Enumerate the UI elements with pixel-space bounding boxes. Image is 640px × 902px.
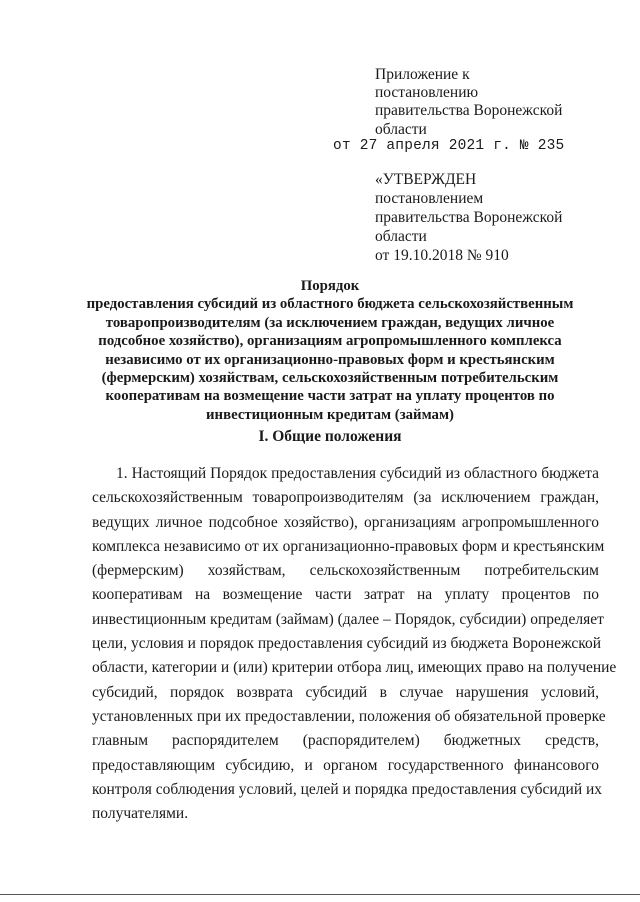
title-line: подсобное хозяйство), организациям агропромышленного комплекса <box>98 333 562 350</box>
approved-line: области <box>375 228 427 245</box>
appendix-line: правительства Воронежской <box>375 102 563 120</box>
paragraph-line: (фермерским) хозяйствам, сельскохозяйственным потребительским <box>92 562 599 580</box>
paragraph-line: области, категории и (или) критерии отбора лиц, имеющих право на получение <box>92 659 617 677</box>
approved-line: «УТВЕРЖДЕН <box>375 171 477 188</box>
title-line: предоставления субсидий из областного бюджета сельскохозяйственным <box>86 296 574 313</box>
paragraph-line: получателями. <box>92 805 189 823</box>
approved-stamp <box>375 170 615 265</box>
paragraph-line: комплекса независимо от их организационно-правовых форм и крестьянским <box>92 537 605 555</box>
appendix-line: постановлению <box>375 84 479 102</box>
paragraph-line: 1. Настоящий Порядок предоставления субсидий из областного бюджета <box>116 465 599 482</box>
page-bottom-divider <box>0 894 640 895</box>
title-line: кооперативам на возмещение части затрат на уплату процентов по <box>105 388 555 405</box>
paragraph-line: установленных при их предоставлении, положения об обязательной проверке <box>92 707 606 725</box>
paragraph-line: главным распорядителем (распорядителем) бюджетных средств, <box>92 732 599 750</box>
paragraph-line: инвестиционным кредитам (займам) (далее – Порядок, субсидии) определяет <box>92 610 604 628</box>
approved-line: постановлением <box>375 190 484 207</box>
appendix-date: от 27 апреля 2021 г. № 235 <box>333 138 565 154</box>
section-heading: I. Общие положения <box>258 428 402 445</box>
paragraph-line: субсидий, порядок возврата субсидий в случае нарушения условий, <box>92 683 599 701</box>
paragraph-line: цели, условия и порядок предоставления субсидий из бюджета Воронежской <box>92 635 602 653</box>
paragraph-line: предоставляющим субсидию, и органом государственного финансового <box>92 756 599 774</box>
paragraph-line: ведущих личное подсобное хозяйство), организациям агропромышленного <box>92 513 599 531</box>
appendix-line: Приложение к <box>375 66 470 83</box>
paragraph-1 <box>92 462 617 826</box>
approved-line: правительства Воронежской <box>375 209 563 226</box>
appendix-line: области <box>375 120 427 138</box>
paragraph-line: сельскохозяйственным товаропроизводителям (за исключением граждан, <box>92 489 599 507</box>
approved-line: от 19.10.2018 № 910 <box>375 247 509 264</box>
title-line: товаропроизводителям (за исключением граждан, ведущих личное <box>105 314 555 331</box>
paragraph-line: контроля соблюдения условий, целей и порядка предоставления субсидий их <box>92 780 603 798</box>
paragraph-line: кооперативам на возмещение части затрат на уплату процентов по <box>92 586 599 604</box>
appendix-header <box>375 66 615 139</box>
title-line: инвестиционным кредитам (займам) <box>206 406 454 423</box>
title-line: (фермерским) хозяйствам, сельскохозяйственным потребительским <box>101 370 559 387</box>
title-line: Порядок <box>300 278 360 294</box>
title-line: независимо от их организационно-правовых форм и крестьянским <box>105 351 555 368</box>
document-title <box>60 277 600 424</box>
